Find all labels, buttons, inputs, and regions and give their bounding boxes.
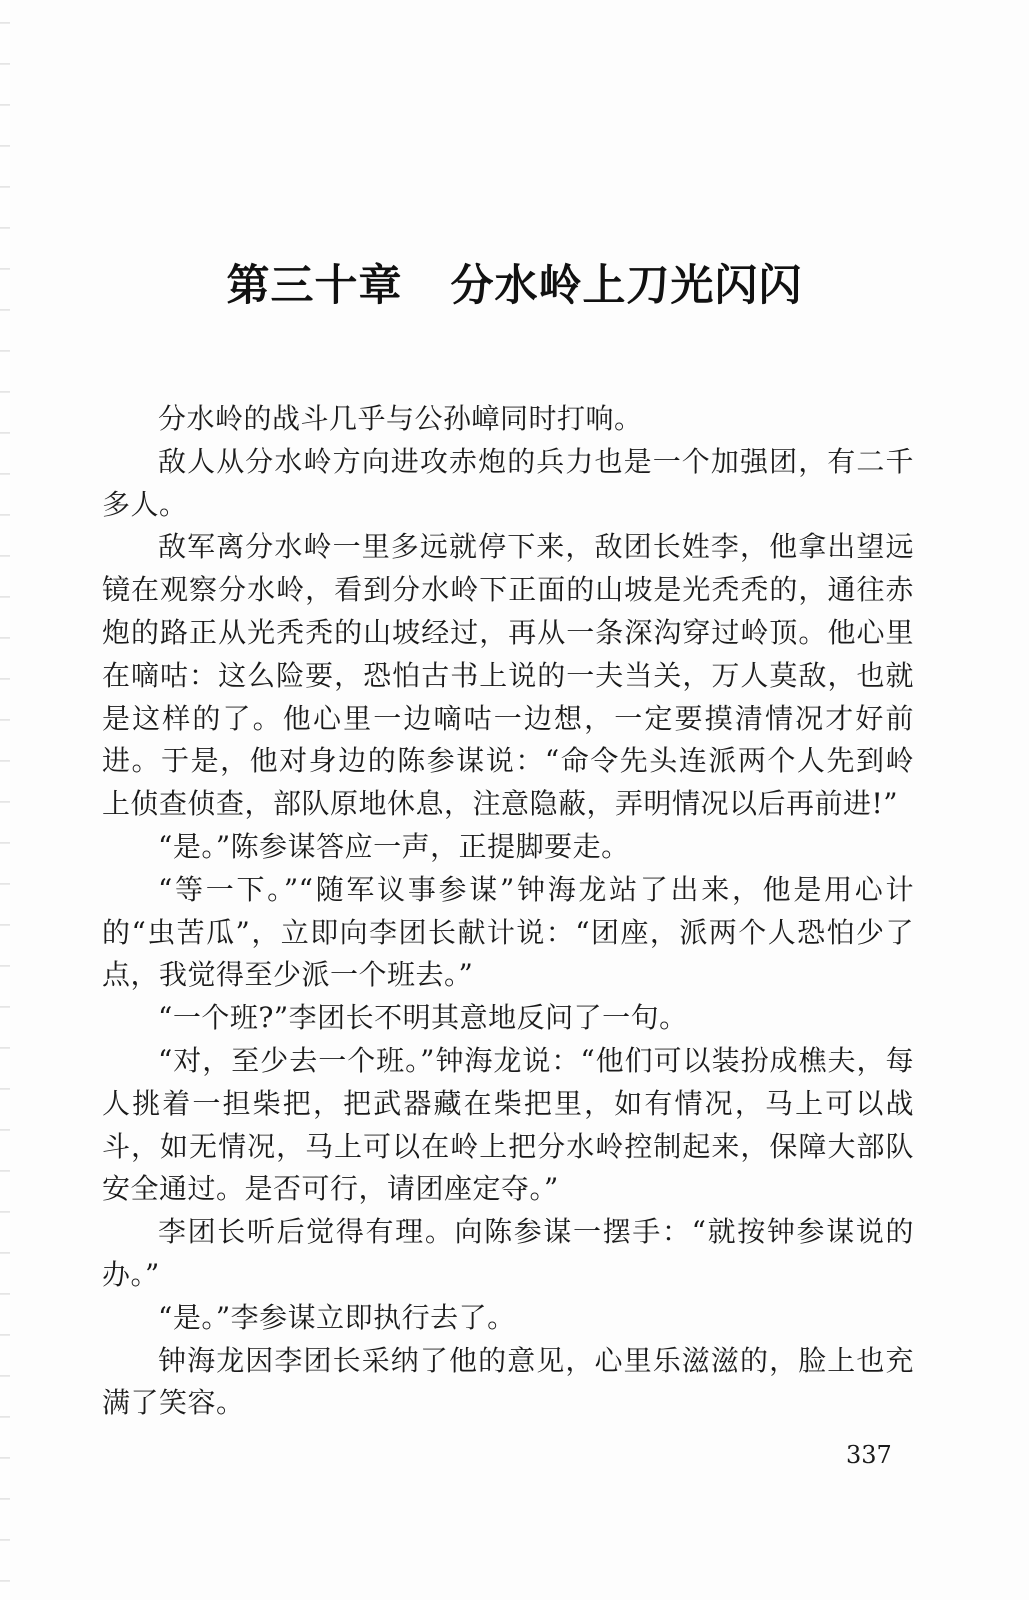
paragraph: 敌军离分水岭一里多远就停下来，敌团长姓李，他拿出望远镜在观察分水岭，看到分水岭下正面的山坡是光秃秃的，通往赤炮的路正从光秃秃的山坡经过，再从一条深沟穿过岭顶。他心里在嘀咕：这么险要，恐怕古书上说的一夫当关，万人莫敌，也就是这样的了。他心里一边嘀咕一边想，一定要摸清情况才好前进。于是，他对身边的陈参谋说：“命令先头连派两个人先到岭上侦查侦查，部队原地休息，注意隐蔽，弄明情况以后再前进!” (102, 530, 914, 821)
chapter-body (102, 398, 914, 1425)
paragraph: “等一下。”“随军议事参谋”钟海龙站了出来，他是用心计的“虫苦瓜”，立即向李团长献计说：“团座，派两个人恐怕少了点，我觉得至少派一个班去。” (102, 872, 914, 992)
paragraph: “是。”陈参谋答应一声，正提脚要走。 (158, 829, 630, 863)
paragraph: 分水岭的战斗几乎与公孙嶂同时打响。 (158, 402, 643, 435)
chapter-name: 分水岭上刀光闪闪 (450, 261, 803, 311)
page-number: 337 (846, 1441, 892, 1469)
page-edge-shadow (0, 0, 10, 1600)
paragraph: 敌人从分水岭方向进攻赤炮的兵力也是一个加强团，有二千多人。 (102, 444, 914, 521)
paragraph: “是。”李参谋立即执行去了。 (158, 1300, 516, 1334)
chapter-title (0, 252, 1029, 313)
paragraph: “一个班?”李团长不明其意地反问了一句。 (158, 1001, 688, 1035)
chapter-number: 第三十章 (226, 261, 403, 311)
paragraph: 钟海龙因李团长采纳了他的意见，心里乐滋滋的，脸上也充满了笑容。 (102, 1343, 914, 1420)
paragraph: 李团长听后觉得有理。向陈参谋一摆手：“就按钟参谋说的办。” (102, 1215, 914, 1291)
paragraph: “对，至少去一个班。”钟海龙说：“他们可以装扮成樵夫，每人挑着一担柴把，把武器藏在柴把里，如有情况，马上可以战斗，如无情况，马上可以在岭上把分水岭控制起来，保障大部队安全通过。是否可行，请团座定夺。” (102, 1043, 914, 1206)
